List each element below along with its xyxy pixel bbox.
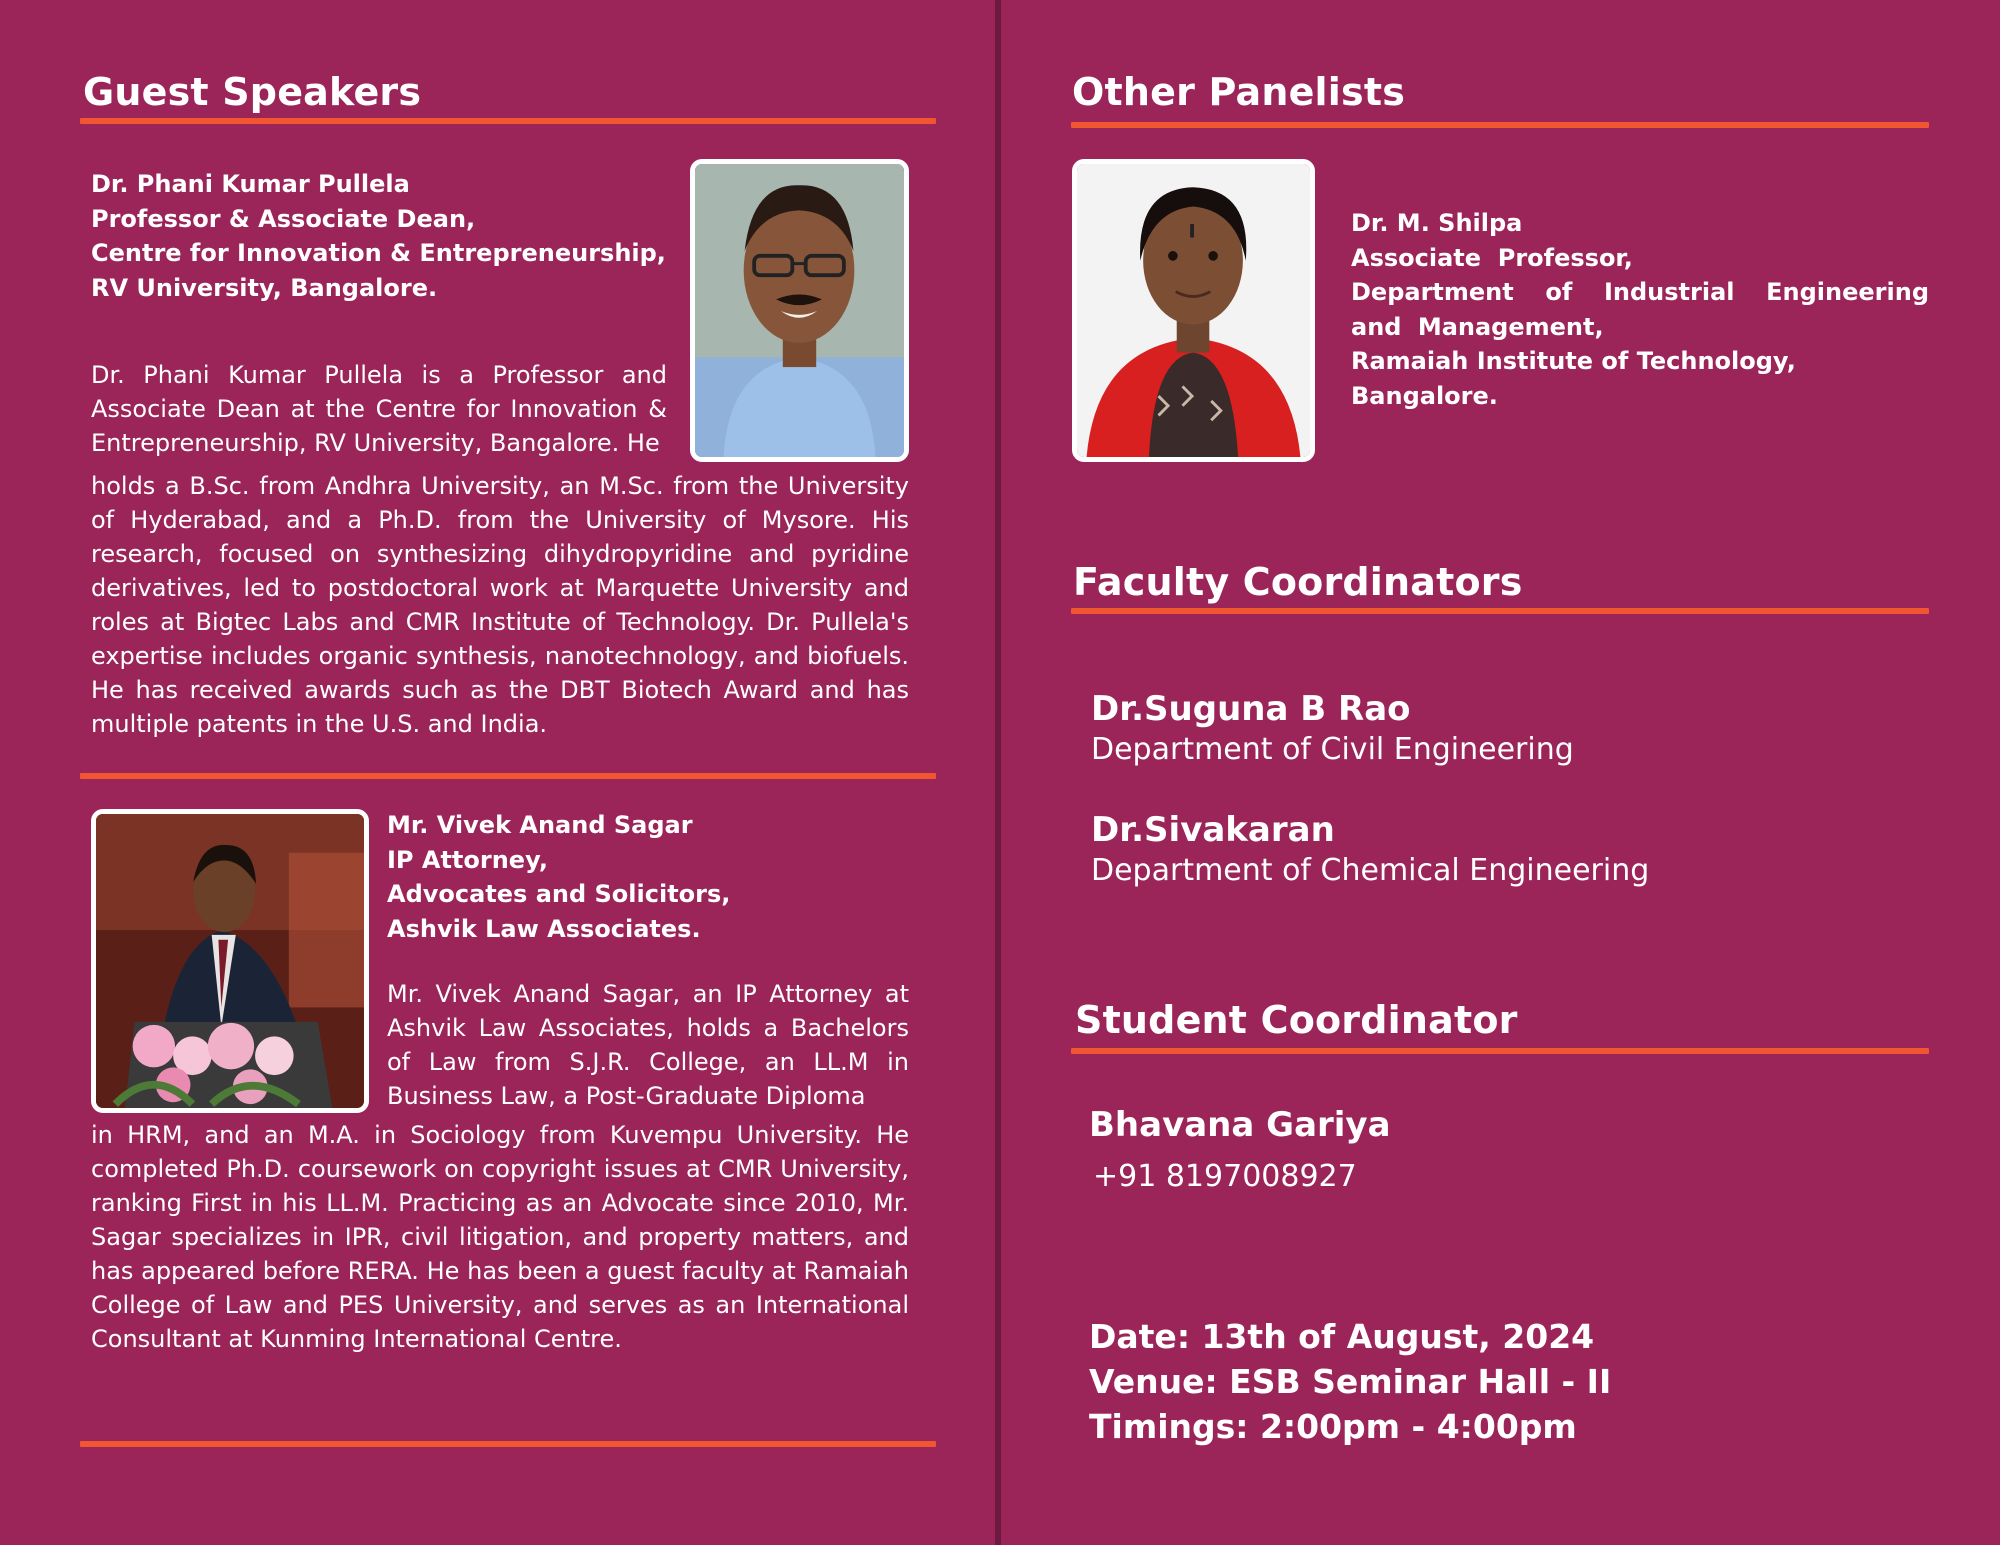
speaker1-name: Dr. Phani Kumar Pullela bbox=[91, 170, 410, 198]
speaker2-bio-top: Mr. Vivek Anand Sagar, an IP Attorney at Ashvik Law Associates, holds a Bachelors of Law from S.J.R. College, an LL.M in Business Law, a Post-Graduate Diploma bbox=[387, 980, 909, 1110]
speaker1-header bbox=[91, 167, 691, 305]
student-coordinator-rule bbox=[1071, 1048, 1929, 1054]
other-panelists-heading: Other Panelists bbox=[1072, 70, 1406, 114]
panelist-title-line: Associate Professor, bbox=[1351, 243, 1633, 272]
faculty-coordinator-name: Dr.Sivakaran bbox=[1091, 810, 1335, 850]
speaker2-title-line: Advocates and Solicitors, bbox=[387, 880, 731, 908]
speaker2-header bbox=[387, 808, 887, 946]
speaker-separator-rule bbox=[80, 773, 936, 779]
faculty-coordinators-rule bbox=[1071, 608, 1929, 614]
panelist-details bbox=[1351, 206, 1929, 413]
faculty-coordinator-department: Department of Chemical Engineering bbox=[1091, 853, 1650, 888]
student-coordinator-heading: Student Coordinator bbox=[1075, 998, 1518, 1042]
faculty-coordinator-department: Department of Civil Engineering bbox=[1091, 732, 1574, 767]
faculty-coordinator bbox=[1091, 688, 1574, 770]
speaker1-bio: holds a B.Sc. from Andhra University, an M.Sc. from the University of Hyderabad, and a Ph.D. from the University of Mysore. His research, focused on synthesizing dihydropyridine and pyridine derivatives, led to postdoctoral work at Marquette University and roles at Bigtec Labs and CMR Institute of Technology. Dr. Pullela's expertise includes organic synthesis, nanotechnology, and biofuels. He has received awards such as the DBT Biotech Award and has multiple patents in the U.S. and India. bbox=[91, 472, 909, 738]
guest-speakers-heading: Guest Speakers bbox=[83, 70, 422, 114]
speaker2-title-line: IP Attorney, bbox=[387, 845, 548, 874]
speaker1-photo bbox=[690, 159, 909, 462]
speaker2-name: Mr. Vivek Anand Sagar bbox=[387, 811, 693, 839]
student-coordinator-name: Bhavana Gariya bbox=[1089, 1105, 1391, 1145]
event-date: Date: 13th of August, 2024 bbox=[1089, 1317, 1595, 1356]
speaker1-title-line: RV University, Bangalore. bbox=[91, 273, 438, 302]
student-coordinator-phone[interactable]: +91 8197008927 bbox=[1093, 1159, 1357, 1194]
panelist-name: Dr. M. Shilpa bbox=[1351, 209, 1523, 237]
column-divider bbox=[995, 0, 1001, 1545]
bottom-rule bbox=[80, 1441, 936, 1447]
event-timings: Timings: 2:00pm - 4:00pm bbox=[1089, 1407, 1577, 1446]
panelist-title-line: Department of Industrial Engineering and Management, bbox=[1351, 278, 1929, 341]
guest-speakers-rule bbox=[80, 118, 936, 124]
panelist-title-line: Ramaiah Institute of Technology, bbox=[1351, 347, 1796, 375]
event-details bbox=[1089, 1314, 1611, 1449]
speaker2-title-line: Ashvik Law Associates. bbox=[387, 914, 701, 943]
speaker1-title-line: Centre for Innovation & Entrepreneurship, bbox=[91, 239, 666, 267]
faculty-coordinator bbox=[1091, 809, 1649, 891]
speaker1-title-line: Professor & Associate Dean, bbox=[91, 204, 476, 233]
faculty-coordinators-heading: Faculty Coordinators bbox=[1073, 560, 1523, 604]
speaker2-photo bbox=[91, 809, 369, 1113]
event-venue: Venue: ESB Seminar Hall - II bbox=[1089, 1362, 1612, 1401]
panelist-photo bbox=[1072, 159, 1315, 462]
speaker1-bio-top: Dr. Phani Kumar Pullela is a Professor and Associate Dean at the Centre for Innovation & Entrepreneurship, RV University, Bangalore. He bbox=[91, 361, 667, 457]
faculty-coordinator-name: Dr.Suguna B Rao bbox=[1091, 689, 1411, 729]
speaker2-bio: in HRM, and an M.A. in Sociology from Kuvempu University. He completed Ph.D. coursework on copyright issues at CMR University, ranking First in his LL.M. Practicing as an Advocate since 2010, Mr. Sagar specializes in IPR, civil litigation, and property matters, and has appeared before RERA. He has been a guest faculty at Ramaiah College of Law and PES University, and serves as an International Consultant at Kunming International Centre. bbox=[91, 1121, 909, 1353]
other-panelists-rule bbox=[1071, 122, 1929, 128]
panelist-title-line: Bangalore. bbox=[1351, 381, 1498, 410]
